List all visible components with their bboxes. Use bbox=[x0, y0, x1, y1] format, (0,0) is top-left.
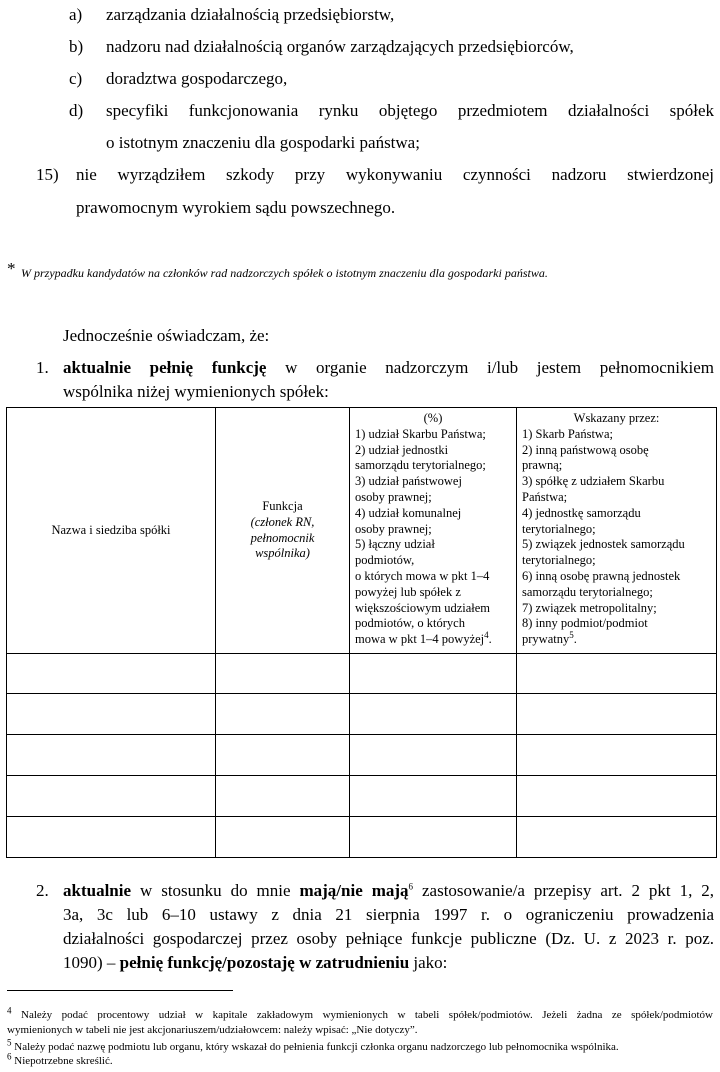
company-functions-table bbox=[6, 407, 717, 858]
asterisk: * bbox=[7, 259, 16, 278]
table-cell-share[interactable] bbox=[350, 694, 517, 735]
header-appointed-by: Wskazany przez: 1) Skarb Państwa; 2) inną państwową osobę prawną; 3) spółkę z udziałem Skarbu Państwa; 4) jednostkę samorządu terytorialnego; 5) związek jednostek samorządu terytorialnego; 6) inną osobę prawną jednostek samorządu terytorialnego; 7) związek metropolitalny; 8) inny podmiot/podmiot prywatny$^5$. bbox=[517, 408, 717, 654]
table-row bbox=[7, 776, 717, 817]
table-cell-share[interactable] bbox=[350, 735, 517, 776]
declaration-intro: Jednocześnie oświadczam, że: bbox=[63, 326, 270, 345]
star-note-text: W przypadku kandydatów na członków rad nadzorczych spółek o istotnym znaczeniu dla gospodarki państwa. bbox=[21, 266, 548, 280]
footnote-5: $^5$ Należy podać nazwę podmiotu lub organu, który wskazał do pełnienia funkcji członka organu nadzorczego lub pełnomocnika wspólnika. bbox=[7, 1037, 619, 1053]
point-marker: 1. bbox=[36, 358, 49, 377]
table-cell-function[interactable] bbox=[216, 694, 350, 735]
footnote-ref-5[interactable]: 5 bbox=[569, 630, 574, 640]
list-text: doradztwa gospodarczego, bbox=[106, 69, 288, 88]
table-cell-function[interactable] bbox=[216, 735, 350, 776]
table-header-row bbox=[7, 408, 717, 654]
header-company-name: Nazwa i siedziba spółki bbox=[7, 408, 216, 654]
table-cell-appointed-by[interactable] bbox=[517, 776, 717, 817]
header-share-percent: (%) 1) udział Skarbu Państwa; 2) udział jednostki samorządu terytorialnego; 3) udział państwowej osoby prawnej; 4) udział komunalnej osoby prawnej; 5) łączny udział podmiotów, o których mowa w pkt 1–4 powyżej lub spółek z większościowym udziałem podmiotów, o których mowa w pkt 1–4 powyżej$^4$. bbox=[350, 408, 517, 654]
table-cell-company[interactable] bbox=[7, 735, 216, 776]
table-cell-company[interactable] bbox=[7, 817, 216, 858]
table-cell-company[interactable] bbox=[7, 694, 216, 735]
table-row bbox=[7, 735, 717, 776]
table-row bbox=[7, 694, 717, 735]
list-marker: 15) bbox=[36, 165, 59, 184]
table-cell-function[interactable] bbox=[216, 776, 350, 817]
point-marker: 2. bbox=[36, 881, 49, 900]
list-text: nie wyrządziłem szkody przy wykonywaniu czynności nadzoru stwierdzonej bbox=[76, 165, 714, 184]
list-text: nadzoru nad działalnością organów zarządzających przedsiębiorców, bbox=[106, 37, 574, 56]
point-2-line2: 3a, 3c lub 6–10 ustawy z dnia 21 sierpnia 1997 r. o ograniczeniu prowadzenia bbox=[63, 905, 714, 924]
table-row bbox=[7, 817, 717, 858]
table-cell-company[interactable] bbox=[7, 654, 216, 694]
point-1-line1: aktualnie pełnię funkcję w organie nadzorczym i/lub jestem pełnomocnikiem bbox=[63, 358, 715, 377]
list-text-continued: o istotnym znaczeniu dla gospodarki państwa; bbox=[106, 133, 420, 152]
footnote-6: $^6$ Niepotrzebne skreślić. bbox=[7, 1051, 113, 1067]
point-2-line3: działalności gospodarczej przez osoby pełniące funkcje publiczne (Dz. U. z 2023 r. poz. bbox=[63, 929, 714, 948]
table-cell-appointed-by[interactable] bbox=[517, 654, 717, 694]
table-cell-function[interactable] bbox=[216, 654, 350, 694]
table-cell-share[interactable] bbox=[350, 776, 517, 817]
header-function: Funkcja (członek RN, pełnomocnik wspólnika) bbox=[216, 408, 350, 654]
list-marker: d) bbox=[69, 101, 84, 120]
list-marker: c) bbox=[69, 69, 83, 88]
table-cell-function[interactable] bbox=[216, 817, 350, 858]
table-cell-share[interactable] bbox=[350, 817, 517, 858]
table-cell-appointed-by[interactable] bbox=[517, 735, 717, 776]
table-cell-share[interactable] bbox=[350, 654, 517, 694]
table-cell-appointed-by[interactable] bbox=[517, 817, 717, 858]
list-marker: b) bbox=[69, 37, 84, 56]
table-cell-company[interactable] bbox=[7, 776, 216, 817]
footnote-ref-6[interactable]: 6 bbox=[408, 881, 414, 892]
point-1-bold: aktualnie pełnię funkcję bbox=[63, 358, 267, 377]
table-cell-appointed-by[interactable] bbox=[517, 694, 717, 735]
list-text: specyfiki funkcjonowania rynku objętego przedmiotem działalności spółek bbox=[106, 101, 714, 120]
table-row bbox=[7, 654, 717, 694]
footnote-ref-4[interactable]: 4 bbox=[484, 630, 489, 640]
point-2-line1: aktualnie w stosunku do mnie mają/nie mają$^6$ zastosowanie/a przepisy art. 2 pkt 1, 2, bbox=[63, 881, 715, 900]
footnote-separator bbox=[7, 990, 233, 991]
list-text-continued: prawomocnym wyrokiem sądu powszechnego. bbox=[76, 198, 396, 217]
list-marker: a) bbox=[69, 5, 83, 24]
point-1-line2: wspólnika niżej wymienionych spółek: bbox=[63, 382, 329, 401]
point-2-line4: 1090) – pełnię funkcję/pozostaję w zatrudnieniu jako: bbox=[63, 953, 448, 972]
list-text: zarządzania działalnością przedsiębiorstw, bbox=[106, 5, 395, 24]
